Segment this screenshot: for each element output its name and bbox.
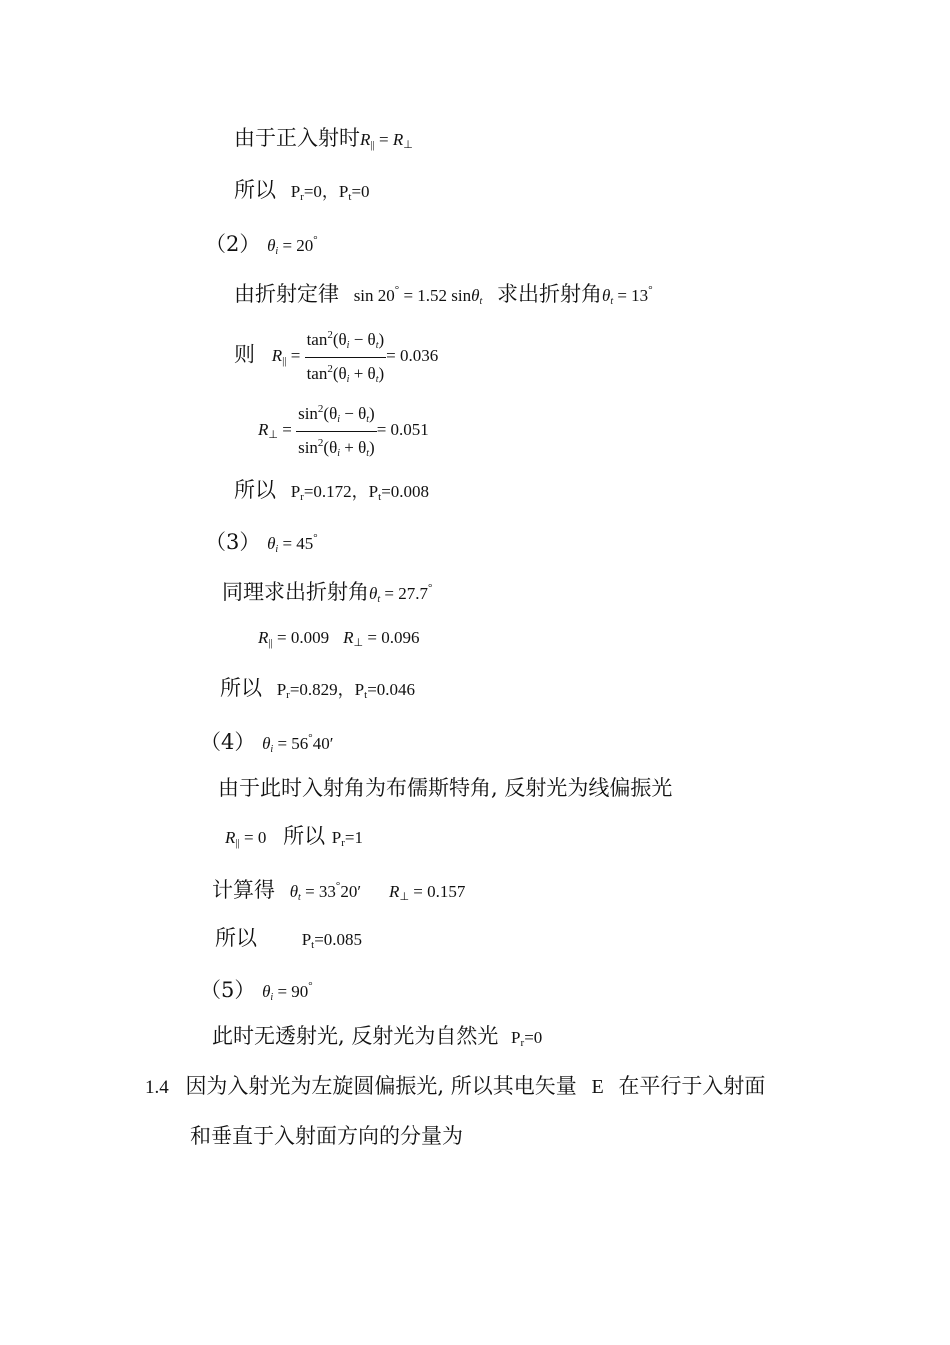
degree: °: [335, 880, 341, 892]
line-13: [218, 774, 672, 802]
text: 和垂直于入射面方向的分量为: [190, 1124, 463, 1148]
value: = 90: [277, 982, 309, 1001]
line-14: [225, 822, 363, 857]
theta-subscript: t: [479, 296, 483, 307]
equation: sin 20: [353, 286, 395, 305]
r-symbol: R: [392, 130, 404, 149]
theta-subscript: t: [298, 892, 301, 903]
denominator: $\sin^2(\theta_i + \theta_t)$: [298, 437, 375, 459]
line-20: [190, 1122, 463, 1150]
p-value: =0.008: [381, 482, 430, 501]
value: = 0.157: [413, 882, 466, 901]
theta-symbol: θ: [267, 534, 276, 553]
p-subscript: r: [300, 191, 304, 203]
line-17: [200, 972, 313, 1012]
r-symbol: R: [360, 130, 371, 149]
theta-symbol: θ: [471, 286, 480, 305]
p-value: =0.046: [367, 680, 416, 699]
line-2: [234, 176, 370, 211]
value: 20′: [340, 882, 362, 901]
p-symbol: P: [276, 680, 287, 699]
value: = 27.7: [384, 584, 428, 603]
text: 则: [234, 342, 255, 367]
r-symbol: R: [225, 828, 236, 847]
r-subscript: ||: [282, 355, 287, 368]
r-subscript: ⊥: [399, 891, 410, 903]
p-subscript: t: [348, 191, 352, 203]
item-number: （5）: [200, 978, 256, 1002]
degree: °: [313, 234, 318, 246]
text: 所以: [234, 478, 276, 502]
line-8: [205, 524, 318, 564]
p-subscript: r: [520, 1037, 525, 1049]
p-value: =1: [344, 828, 363, 847]
p-value: =0.085: [314, 930, 363, 949]
r-subscript: ⊥: [268, 429, 278, 442]
degree: °: [313, 532, 318, 544]
r-subscript: ⊥: [353, 637, 364, 649]
text: 由折射定律: [234, 282, 339, 306]
p-symbol: P: [511, 1028, 521, 1047]
text: 在平行于入射面: [618, 1074, 766, 1098]
theta-subscript: i: [270, 992, 274, 1003]
item-number: （3）: [205, 530, 261, 554]
value: = 0: [244, 828, 267, 847]
equals: =: [282, 420, 292, 440]
r-symbol: R: [343, 628, 354, 647]
section-number: 1.4: [145, 1077, 169, 1098]
p-subscript: t: [311, 939, 315, 951]
theta-subscript: i: [275, 544, 279, 555]
value: = 13: [617, 286, 649, 305]
text: 此时无透射光, 反射光为自然光: [212, 1024, 499, 1048]
text: 所以: [220, 676, 262, 700]
value: = 45: [282, 534, 314, 553]
text: 同理求出折射角: [222, 580, 369, 604]
line-11: [220, 674, 415, 709]
degree: °: [308, 732, 313, 744]
p-symbol: P: [331, 828, 342, 847]
result: = 0.036: [386, 346, 439, 366]
r-symbol: R: [258, 628, 269, 647]
p-symbol: P: [338, 182, 349, 201]
p-subscript: t: [364, 689, 368, 701]
value: = 56: [277, 734, 309, 753]
denominator: $\tan^2(\theta_i + \theta_t)$: [306, 363, 385, 385]
line-12: [200, 724, 333, 764]
value: = 20: [282, 236, 314, 255]
theta-subscript: t: [377, 594, 381, 605]
line-15: [212, 872, 465, 912]
r-symbol: R: [271, 346, 283, 366]
line-3: [205, 226, 318, 266]
equation: = 1.52 sin: [403, 286, 472, 305]
line-19: [145, 1072, 765, 1102]
text: 因为入射光为左旋圆偏振光, 所以其电矢量: [185, 1074, 577, 1098]
text: 所以: [283, 824, 326, 848]
p-symbol: P: [290, 482, 301, 501]
r-symbol: R: [389, 882, 400, 901]
text: 所以: [234, 178, 276, 202]
r-subscript: ||: [235, 837, 240, 849]
text: 求出折射角: [496, 282, 602, 306]
r-subscript: ⊥: [403, 139, 413, 151]
p-subscript: r: [286, 689, 290, 701]
line-6: [258, 398, 429, 465]
line-9: [222, 574, 432, 614]
degree: °: [308, 980, 313, 992]
theta-symbol: θ: [289, 882, 299, 901]
fraction: [305, 324, 387, 391]
text: 所以: [215, 926, 257, 950]
theta-symbol: θ: [262, 734, 271, 753]
fraction: [296, 398, 377, 465]
p-value: =0.829，: [289, 680, 355, 699]
degree: °: [427, 582, 433, 594]
p-symbol: P: [354, 680, 365, 699]
theta-symbol: θ: [267, 236, 276, 255]
line-16: [215, 924, 362, 959]
p-subscript: r: [300, 491, 304, 503]
line-1: [234, 124, 413, 159]
text: 由于正入射时: [234, 126, 360, 150]
r-subscript: ||: [370, 139, 375, 151]
line-7: [234, 476, 429, 511]
line-4: [234, 276, 653, 316]
item-number: （4）: [200, 730, 256, 754]
p-value: =0: [351, 182, 370, 201]
p-value: =0.172，: [303, 482, 369, 501]
result: = 0.051: [376, 420, 429, 440]
numerator: $\sin^2(\theta_i - \theta_t)$: [296, 398, 377, 432]
value: = 0.009: [277, 628, 330, 647]
degree: °: [394, 284, 400, 296]
p-value: =0: [524, 1028, 543, 1047]
line-10: [258, 622, 419, 657]
value: = 0.096: [367, 628, 420, 647]
theta-subscript: i: [270, 744, 274, 755]
line-5: [234, 324, 438, 391]
theta-symbol: θ: [369, 584, 378, 603]
theta-symbol: θ: [262, 982, 271, 1001]
p-symbol: P: [290, 182, 301, 201]
p-symbol: P: [301, 930, 312, 949]
line-18: [212, 1022, 542, 1057]
r-subscript: ||: [268, 637, 273, 649]
e-symbol: E: [591, 1076, 604, 1098]
theta-subscript: i: [275, 246, 279, 257]
p-subscript: t: [378, 491, 382, 503]
numerator: $\tan^2(\theta_i - \theta_t)$: [305, 324, 387, 358]
theta-symbol: θ: [601, 286, 611, 305]
r-symbol: R: [258, 420, 269, 440]
value: 40′: [312, 734, 334, 753]
p-subscript: r: [341, 837, 345, 849]
equals: =: [379, 130, 389, 149]
text: 计算得: [212, 878, 275, 902]
equals: =: [290, 346, 301, 366]
p-symbol: P: [368, 482, 379, 501]
degree: °: [648, 284, 653, 296]
text: 由于此时入射角为布儒斯特角, 反射光为线偏振光: [218, 776, 673, 800]
theta-subscript: t: [610, 296, 614, 307]
p-value: =0，: [303, 182, 339, 201]
item-number: （2）: [205, 232, 261, 256]
value: = 33: [305, 882, 336, 901]
